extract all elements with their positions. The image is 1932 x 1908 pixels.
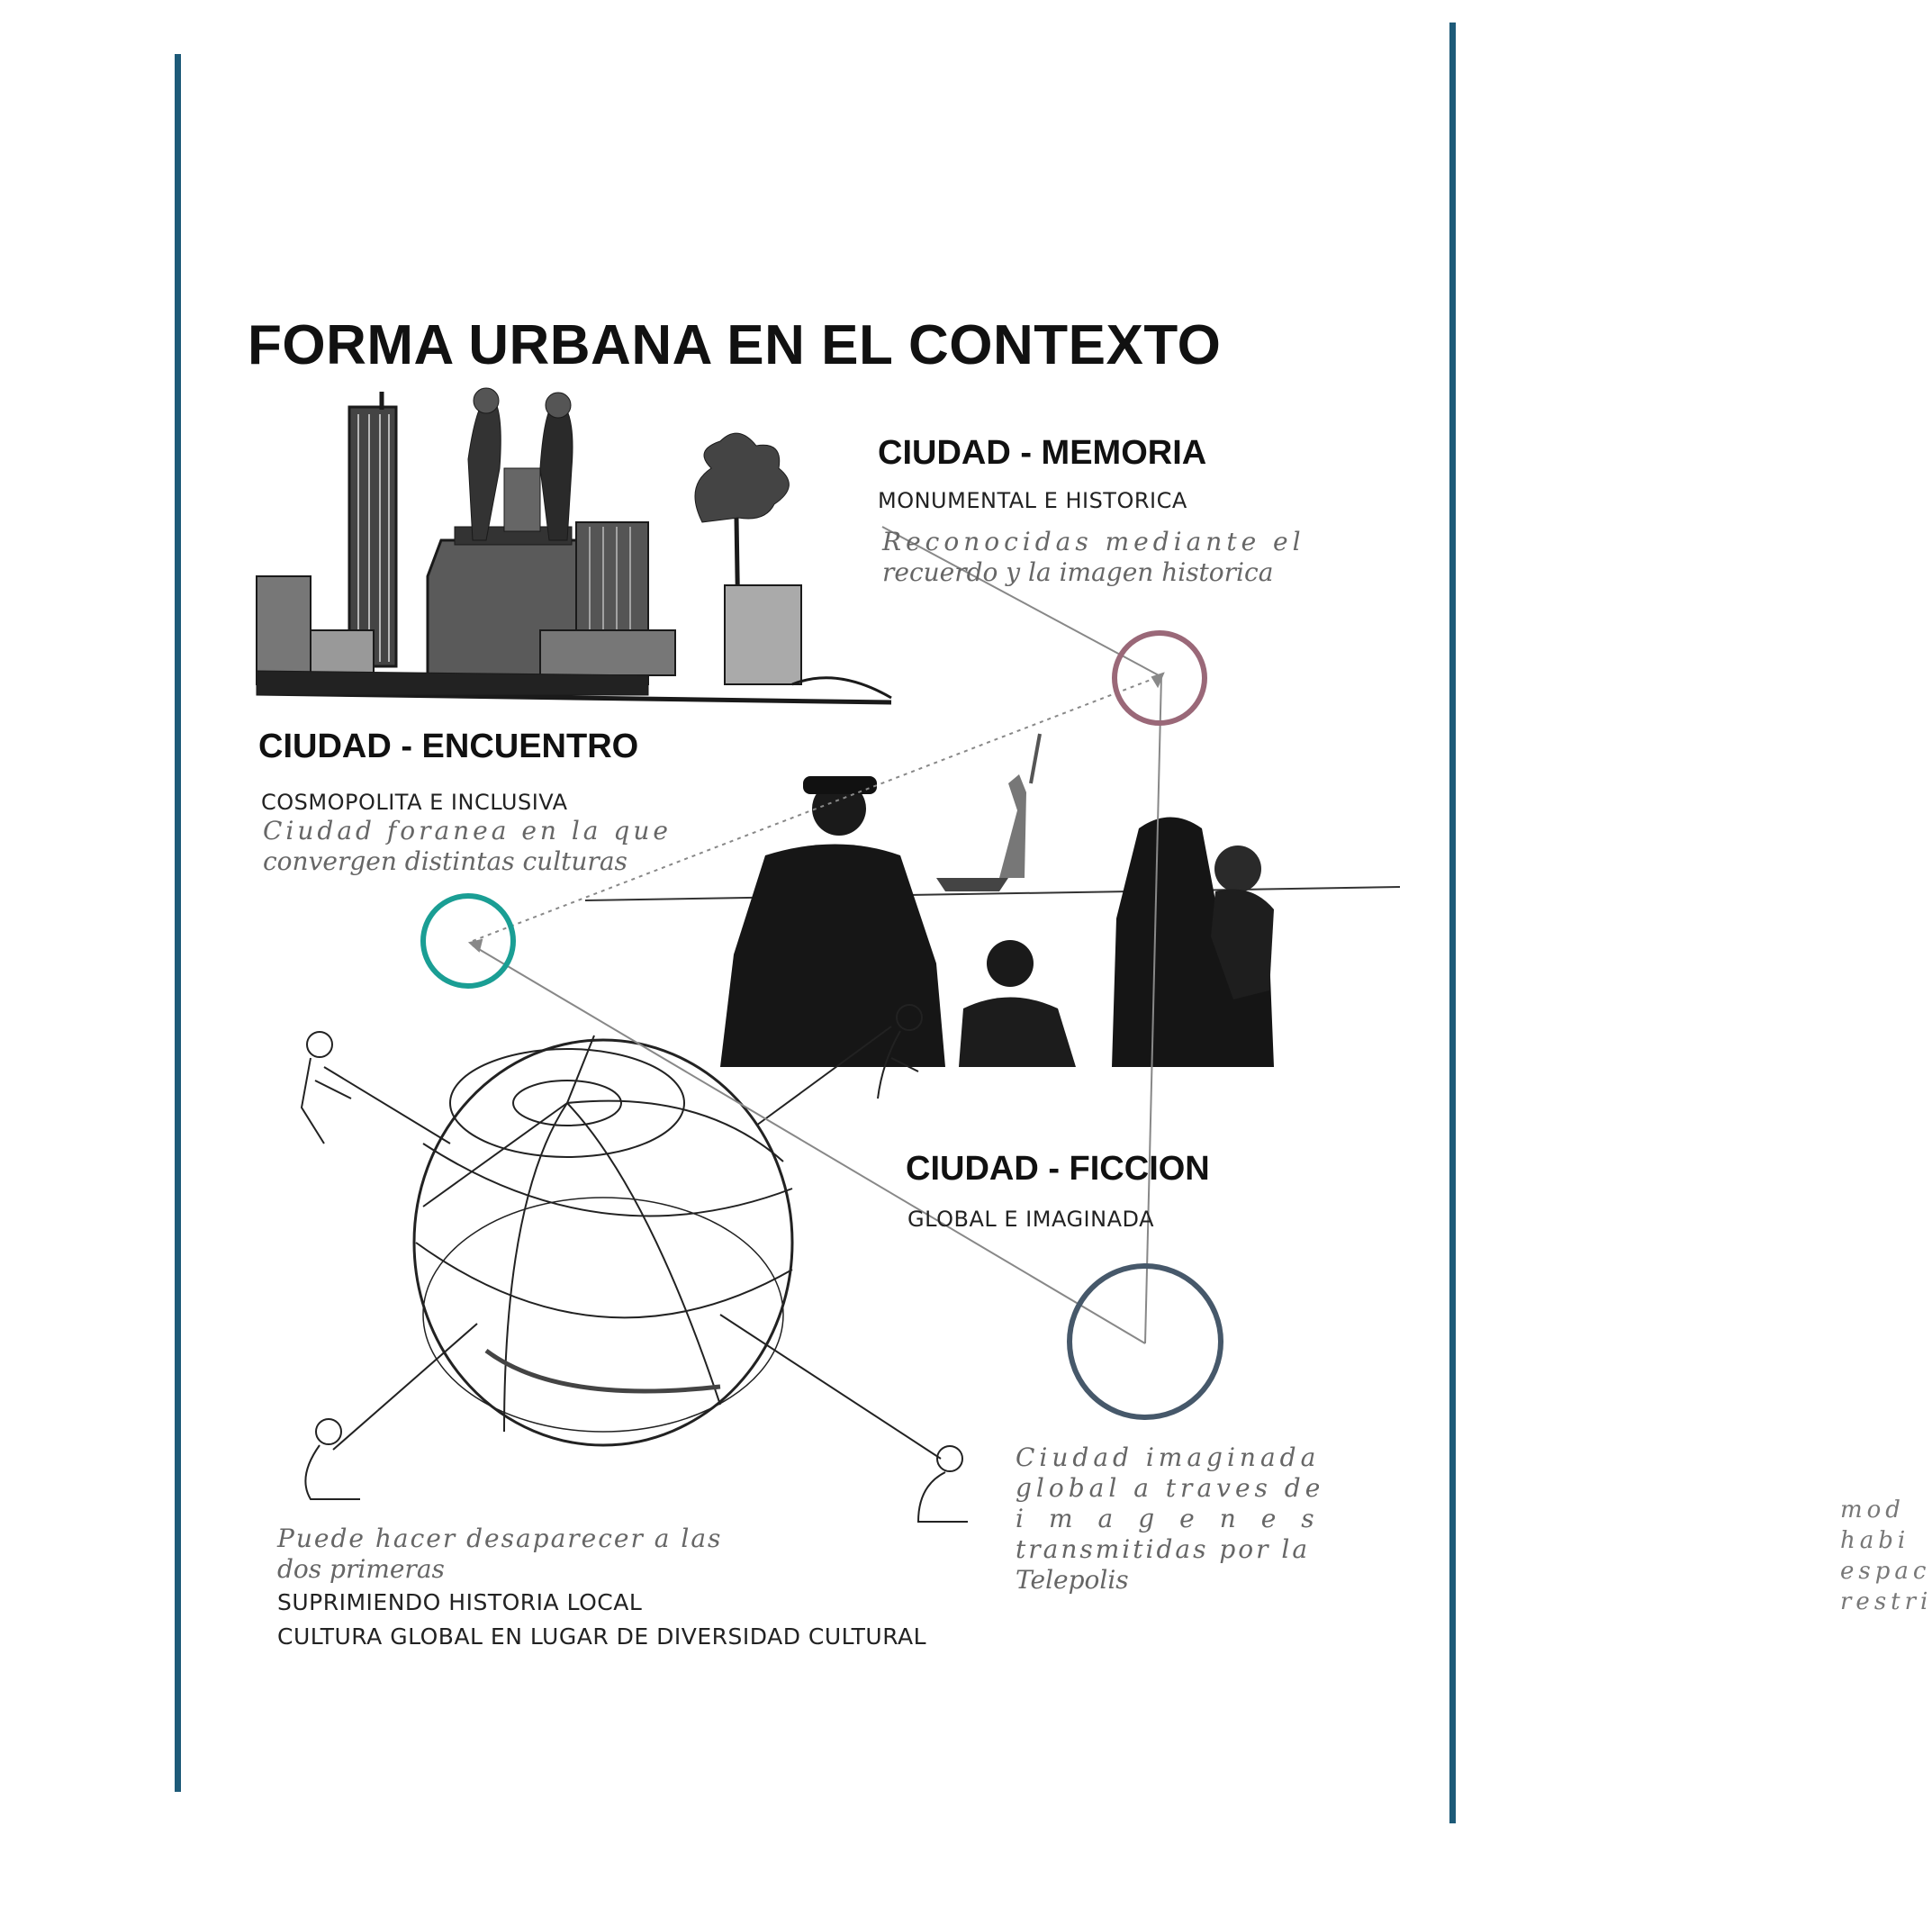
memoria-skyline-illustration xyxy=(257,388,891,702)
conclusion-line-1: SUPRIMIENDO HISTORIA LOCAL xyxy=(277,1589,643,1615)
ficcion-note-line: imagenes xyxy=(1016,1504,1340,1533)
page-title: FORMA URBANA EN EL CONTEXTO xyxy=(248,314,1222,376)
encuentro-note-line: convergen distintas culturas xyxy=(263,846,627,876)
conclusion-note-line: dos primeras xyxy=(277,1554,445,1584)
encuentro-note-line: Ciudad foranea en la que xyxy=(263,816,672,845)
encuentro-note xyxy=(263,816,672,877)
ficcion-note-line: Ciudad imaginada xyxy=(1016,1442,1321,1472)
ficcion-note-line: Telepolis xyxy=(1016,1565,1129,1595)
adjacent-page-line: espac xyxy=(1840,1558,1931,1585)
conclusion-line-2: CULTURA GLOBAL EN LUGAR DE DIVERSIDAD CULTURAL xyxy=(277,1623,927,1650)
adjacent-page-text-fragment xyxy=(1840,1495,1932,1617)
encuentro-subtitle: COSMOPOLITA E INCLUSIVA xyxy=(261,790,568,815)
ficcion-note-line: global a traves de xyxy=(1016,1473,1325,1503)
encuentro-family-illustration xyxy=(585,734,1400,1067)
conclusion-note-line: Puede hacer desaparecer a las xyxy=(277,1524,723,1553)
adjacent-page-line: mod xyxy=(1840,1497,1905,1524)
conclusion-note xyxy=(277,1524,722,1585)
memoria-note-line: Reconocidas mediante el xyxy=(882,527,1305,556)
memoria-note xyxy=(882,527,1305,588)
memoria-heading: CIUDAD - MEMORIA xyxy=(878,434,1207,472)
ficcion-subtitle: GLOBAL E IMAGINADA xyxy=(907,1207,1154,1232)
ficcion-heading: CIUDAD - FICCION xyxy=(906,1150,1210,1188)
memoria-note-line: recuerdo y la imagen historica xyxy=(882,557,1274,587)
encuentro-heading: CIUDAD - ENCUENTRO xyxy=(258,728,639,765)
ficcion-note xyxy=(1016,1442,1340,1596)
adjacent-page-line: habi xyxy=(1840,1527,1910,1554)
adjacent-page-line: restri xyxy=(1840,1588,1932,1615)
memoria-subtitle: MONUMENTAL E HISTORICA xyxy=(878,488,1187,513)
encuentro-node-circle xyxy=(423,896,513,986)
ficcion-globe-illustration xyxy=(302,1005,968,1522)
ficcion-note-line: transmitidas por la xyxy=(1016,1534,1311,1564)
